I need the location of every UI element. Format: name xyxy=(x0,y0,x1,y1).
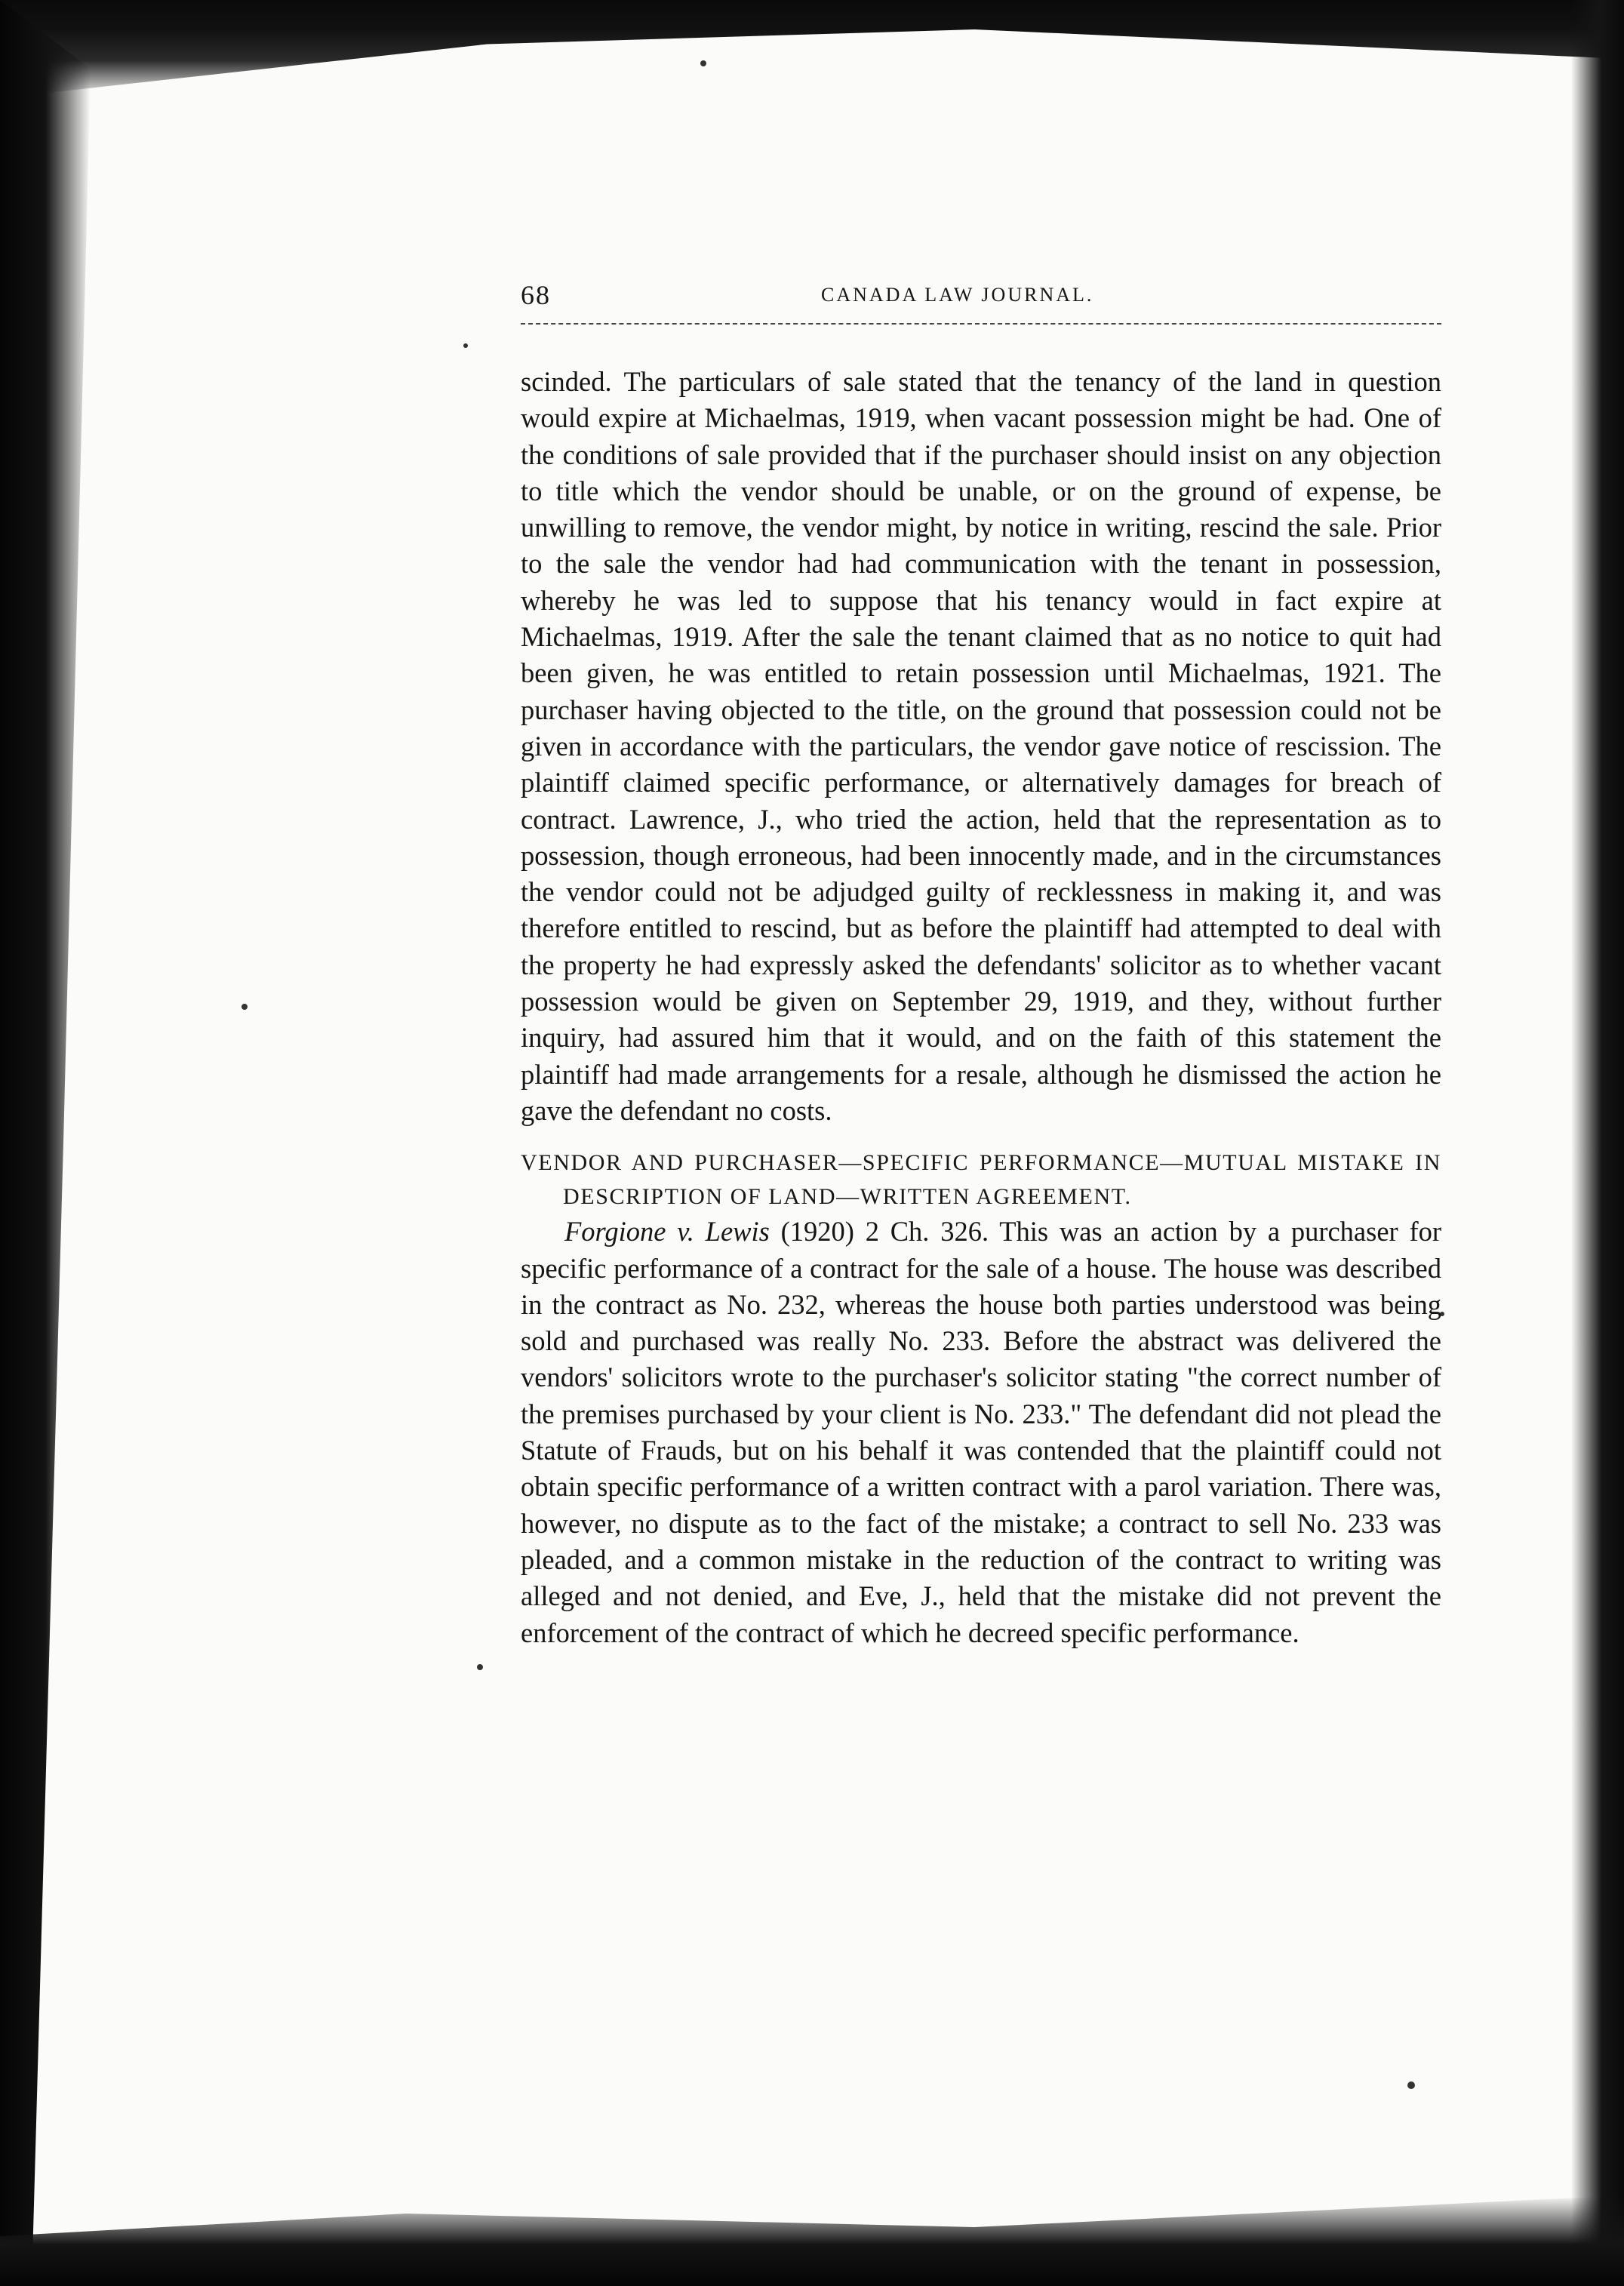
scan-speck xyxy=(1407,2081,1415,2089)
scan-border-right xyxy=(1571,0,1624,2286)
case-paragraph xyxy=(521,1214,1441,1651)
page-header xyxy=(521,279,1441,317)
scan-border-bottom xyxy=(0,2195,1624,2286)
page-number: 68 xyxy=(521,280,551,310)
case-name: Forgione v. Lewis xyxy=(564,1216,770,1248)
section-heading: VENDOR AND PURCHASER—SPECIFIC PERFORMANCE—MUTUAL MISTAKE IN DESCRIPTION OF LAND—WRITTEN AGREEMENT. xyxy=(521,1150,1441,1210)
scan-border-left xyxy=(0,0,91,2286)
running-title: CANADA LAW JOURNAL. xyxy=(821,284,1094,306)
scan-speck xyxy=(477,1664,483,1670)
scan-border-top xyxy=(0,0,1624,98)
scan-speck xyxy=(700,60,706,66)
page-content xyxy=(521,279,1441,1651)
scan-speck xyxy=(241,1004,248,1010)
article-body xyxy=(521,364,1441,1651)
body-paragraph: scinded. The particulars of sale stated that the tenancy of the land in question would expire at Michaelmas, 1919, when vacant possession might be had. One of the conditions of sale provided that if the purchaser should insist on any objection to title which the vendor should be unable, or on the ground of expense, be unwilling to remove, the vendor might, by notice in writing, rescind the sale. Prior to the sale the vendor had had communication with the tenant in possession, whereby he was led to suppose that his tenancy would in fact expire at Michaelmas, 1919. After the sale the tenant claimed that as no notice to quit had been given, he was entitled to retain possession until Michaelmas, 1921. The purchaser having objected to the title, on the ground that possession could not be given in accordance with the particulars, the vendor gave notice of rescission. The plaintiff claimed specific performance, or alternatively damages for breach of contract. Lawrence, J., who tried the action, held that the representation as to possession, though erroneous, had been innocently made, and in the circumstances the vendor could not be adjudged guilty of recklessness in making it, and was therefore entitled to rescind, but as before the plaintiff had attempted to deal with the property he had expressly asked the defendants' solicitor as to whether vacant possession would be given on September 29, 1919, and they, without further inquiry, had assured him that it would, and on the faith of this statement the plaintiff had made arrangements for a resale, although he dismissed the action he gave the defendant no costs. xyxy=(521,366,1441,1126)
case-summary: This was an action by a purchaser for specific performance of a contract for the sale of a house. The house was described in the contract as No. 232, whereas the house both parties understood was being sold and purchased was really No. 233. Before the abstract was delivered the vendors' solicitors wrote to the purchaser's solicitor stating "the correct number of the premises purchased by your client is No. 233." The defendant did not plead the Statute of Frauds, but on his behalf it was contended that the plaintiff could not obtain specific performance of a written contract with a parol variation. There was, however, no dispute as to the fact of the mistake; a contract to sell No. 233 was pleaded, and a common mistake in the reduction of the contract to writing was alleged and not denied, and Eve, J., held that the mistake did not prevent the enforcement of the contract of which he decreed specific performance. xyxy=(521,1216,1442,1648)
header-rule xyxy=(521,323,1441,325)
scan-speck xyxy=(463,343,468,348)
case-citation: (1920) 2 Ch. 326. xyxy=(769,1216,989,1248)
